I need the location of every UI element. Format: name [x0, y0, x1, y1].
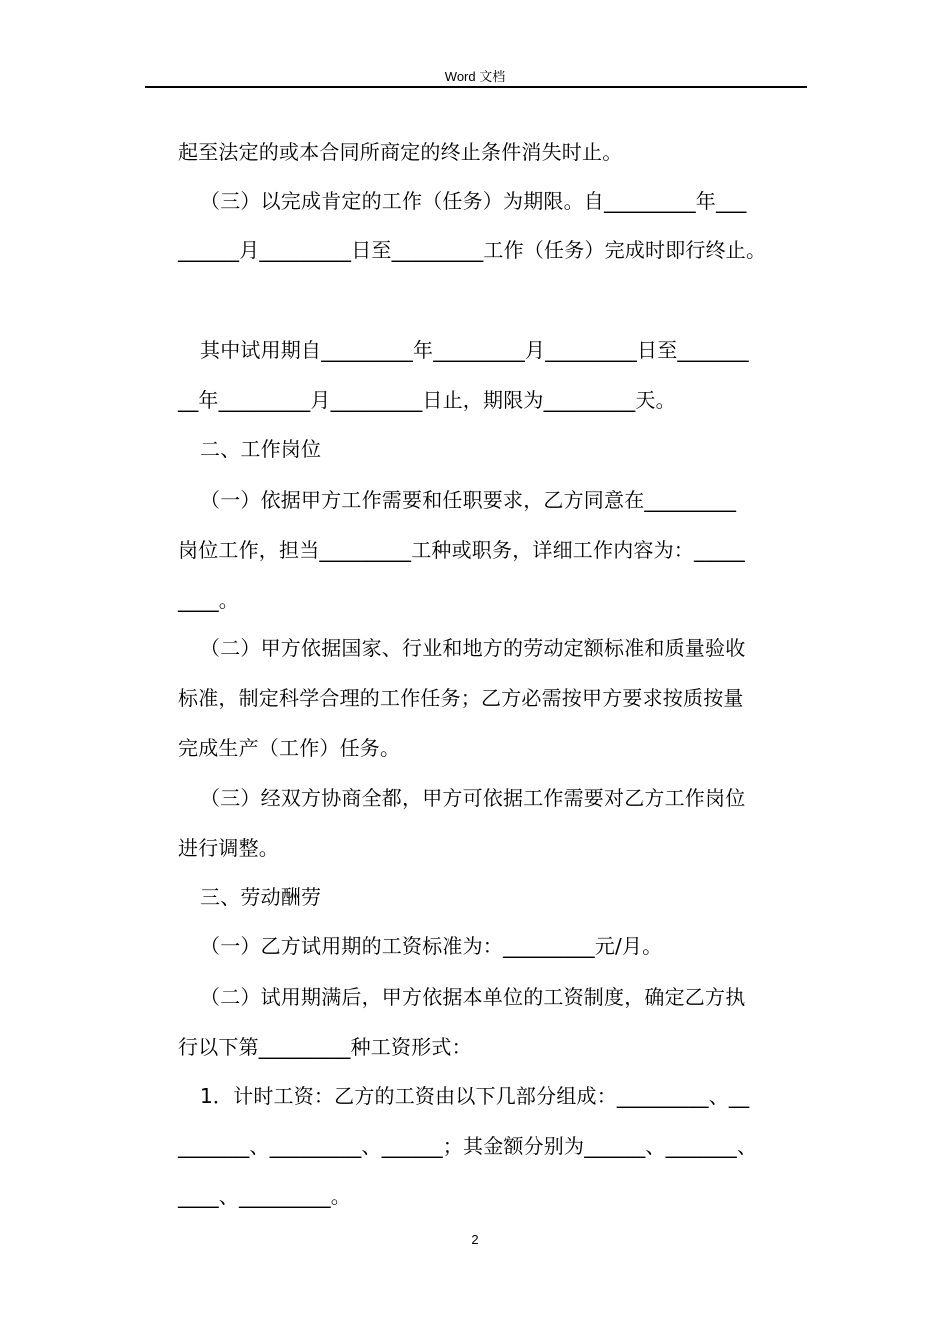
text-line: ____。 — [178, 588, 239, 612]
text-line: ____、_________。 — [178, 1184, 351, 1208]
text-line: 起至法定的或本合同所商定的终止条件消失时止。 — [178, 140, 623, 164]
text-line: （三）经双方协商全都，甲方可依据工作需要对乙方工作岗位 — [200, 786, 746, 810]
text-line: 岗位工作，担当_________工种或职务，详细工作内容为：_____ — [178, 538, 745, 562]
text-line: ______月_________日至_________工作（任务）完成时即行终止。 — [178, 238, 767, 262]
text-line: （一）乙方试用期的工资标准为：_________元/月。 — [200, 934, 663, 958]
text-line: 行以下第_________种工资形式： — [178, 1035, 472, 1059]
text-line: （一）依据甲方工作需要和任职要求，乙方同意在_________ — [200, 488, 737, 512]
text-line: __年_________月_________日止，期限为_________天。 — [178, 388, 676, 412]
text-line: 1．计时工资：乙方的工资由以下几部分组成：_________、__ — [200, 1084, 750, 1108]
header-rule — [145, 86, 807, 88]
text-line: 进行调整。 — [178, 836, 279, 860]
text-line: 完成生产（工作）任务。 — [178, 736, 401, 760]
text-line: 三、劳动酬劳 — [200, 885, 322, 909]
text-line: _______、_________、______；其金额分别为______、_______、 — [178, 1134, 758, 1158]
page-header: Word 文档 — [444, 69, 506, 84]
text-line: 二、工作岗位 — [200, 437, 322, 461]
page-number: 2 — [471, 1232, 479, 1247]
text-line: （三）以完成肯定的工作（任务）为期限。自_________年___ — [200, 189, 747, 213]
text-line: （二）甲方依据国家、行业和地方的劳动定额标准和质量验收 — [200, 636, 746, 660]
text-line: （二）试用期满后，甲方依据本单位的工资制度，确定乙方执 — [200, 985, 746, 1009]
text-line: 其中试用期自_________年_________月_________日至_______ — [200, 338, 749, 362]
text-line: 标准，制定科学合理的工作任务；乙方必需按甲方要求按质按量 — [178, 686, 744, 710]
